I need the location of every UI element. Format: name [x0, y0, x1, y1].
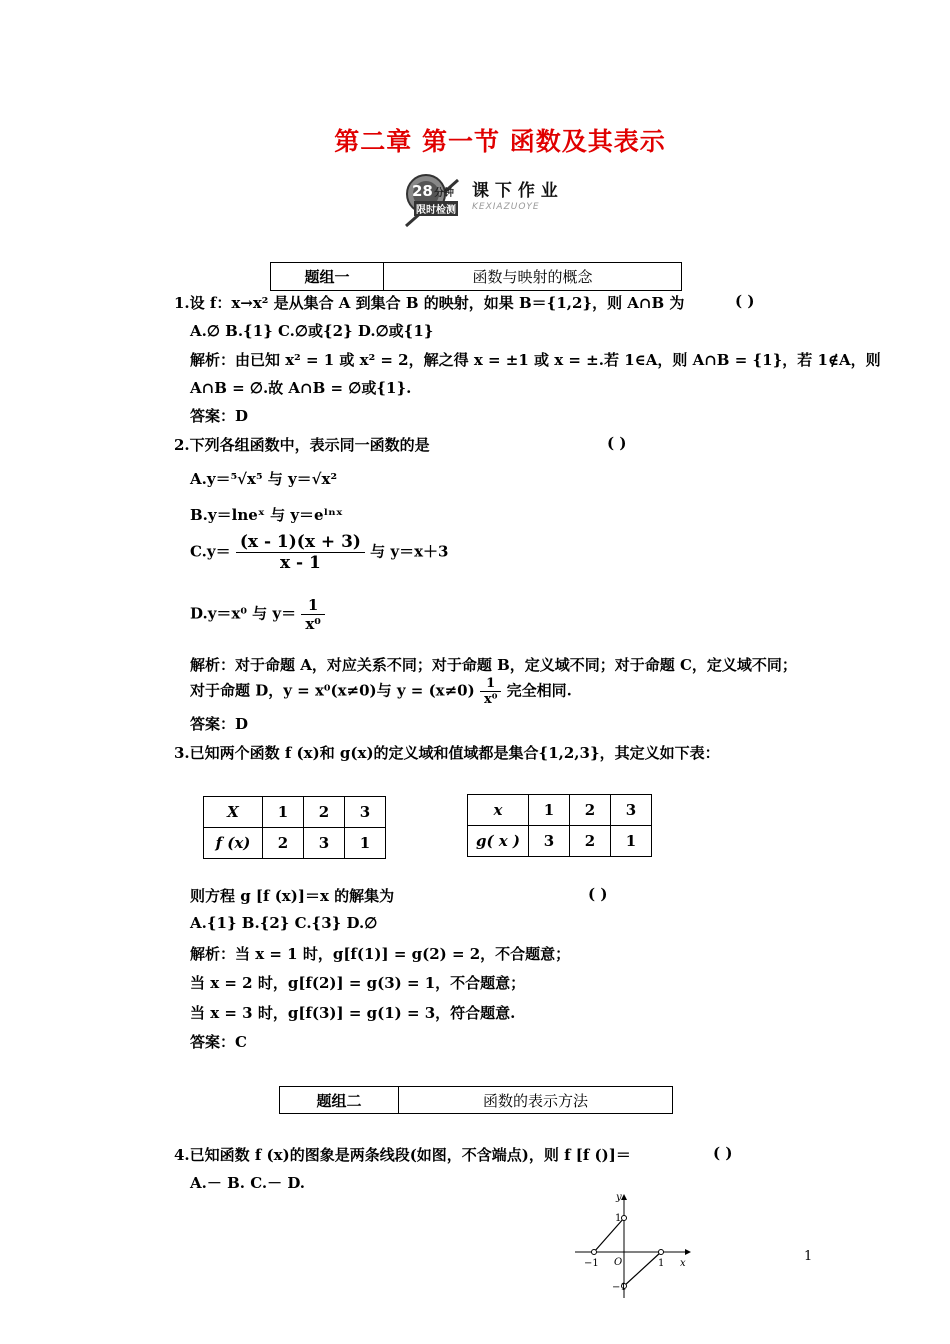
table-row: [468, 826, 652, 857]
q2-option-d: [190, 596, 325, 633]
q1-paren: ( ): [735, 292, 755, 310]
open-point: [622, 1216, 627, 1221]
tick-x-neg: −1: [584, 1258, 599, 1269]
q1-analysis-2: A∩B = ∅.故 A∩B = ∅或{1}.: [190, 379, 412, 397]
table-cell: g( x ): [468, 826, 529, 857]
group1-topic: 函数与映射的概念: [472, 268, 593, 286]
table-row: [204, 797, 386, 828]
function-graph: [570, 1190, 700, 1302]
page-title: 第二章 第一节 函数及其表示: [334, 127, 666, 156]
table-cell: 3: [529, 826, 570, 857]
q1-options: A.∅ B.{1} C.∅或{2} D.∅或{1}: [190, 322, 434, 340]
y-axis-arrow-icon: [621, 1194, 627, 1200]
table-cell: 1: [345, 828, 386, 859]
q2-analysis-2: [190, 676, 572, 707]
q2-option-d-pre: D.y＝x⁰ 与 y＝: [190, 604, 297, 623]
q2-option-c-numerator: (x - 1)(x + 3): [236, 532, 365, 553]
q2-option-d-fraction: [301, 596, 325, 633]
q3-answer: 答案：C: [190, 1033, 247, 1051]
q2-analysis-1: 解析：对于命题 A，对应关系不同；对于命题 B，定义域不同；对于命题 C，定义域不同；: [190, 656, 797, 674]
table-cell: 2: [570, 826, 611, 857]
tick-x-pos: 1: [658, 1258, 665, 1269]
q2-option-d-numerator: 1: [301, 596, 325, 615]
q1-stem: 1.设 f：x→x² 是从集合 A 到集合 B 的映射，如果 B＝{1,2}，则 A∩B 为: [174, 294, 685, 312]
q2-option-c-denominator: x - 1: [279, 553, 321, 573]
group1-header: [270, 262, 682, 291]
x-label: x: [680, 1258, 686, 1269]
table-cell: 2: [304, 797, 345, 828]
q2-analysis-fraction: [480, 676, 501, 707]
table-cell: 2: [263, 828, 304, 859]
badge-unit: 分钟: [434, 188, 454, 199]
group2-topic: 函数的表示方法: [482, 1091, 588, 1110]
origin-label: O: [614, 1257, 623, 1268]
badge: [402, 172, 562, 230]
q3-ask: 则方程 g [f (x)]＝x 的解集为: [190, 887, 395, 905]
table-row: [204, 828, 386, 859]
page-number: 1: [804, 1249, 813, 1264]
tick-y-pos: 1: [615, 1213, 622, 1224]
table-cell: x: [468, 795, 529, 826]
q2-analysis-numerator: 1: [480, 676, 501, 692]
open-point: [592, 1250, 597, 1255]
q1-analysis-1: 解析：由已知 x² = 1 或 x² = 2，解之得 x = ±1 或 x = ±.若 1∈A，则 A∩B = {1}，若 1∉A，则: [190, 351, 881, 369]
q2-analysis-2-post: 完全相同.: [506, 681, 572, 700]
table-cell: 3: [611, 795, 652, 826]
tick-y-neg: −1: [612, 1282, 627, 1293]
q3-analysis-2: 当 x = 2 时，g[f(2)] = g(3) = 1，不合题意；: [190, 974, 526, 992]
q2-analysis-denominator: x⁰: [483, 692, 498, 707]
q4-options: A.－ B. C.－ D.: [190, 1174, 306, 1192]
q2-option-d-denominator: x⁰: [305, 615, 321, 633]
table-cell: 1: [263, 797, 304, 828]
table-cell: 3: [345, 797, 386, 828]
q3-stem: 3.已知两个函数 f (x)和 g(x)的定义域和值域都是集合{1,2,3}，其定义如下表：: [174, 744, 720, 762]
badge-number: 28: [412, 182, 433, 200]
table-g: [467, 794, 652, 857]
x-axis-arrow-icon: [685, 1249, 691, 1255]
table-cell: X: [204, 797, 263, 828]
q2-option-b: B.y＝lneˣ 与 y＝eˡⁿˣ: [190, 506, 343, 524]
table-cell: 3: [304, 828, 345, 859]
table-row: [468, 795, 652, 826]
q2-option-c-fraction: [236, 532, 365, 573]
q2-answer: 答案：D: [190, 715, 249, 733]
table-cell: 1: [611, 826, 652, 857]
q3-options: A.{1} B.{2} C.{3} D.∅: [190, 914, 378, 932]
q2-option-c-pre: C.y＝: [190, 542, 231, 561]
q2-stem: 2.下列各组函数中，表示同一函数的是: [174, 436, 430, 454]
q2-option-a: A.y＝⁵√x⁵ 与 y＝√x²: [190, 470, 338, 488]
q2-option-c: [190, 532, 449, 573]
q3-paren: ( ): [588, 885, 608, 903]
y-label: y: [616, 1192, 622, 1203]
open-point: [659, 1250, 664, 1255]
q4-paren: ( ): [713, 1144, 733, 1162]
table-cell: 2: [570, 795, 611, 826]
q1-answer: 答案：D: [190, 407, 249, 425]
q4-stem: 4.已知函数 f (x)的图象是两条线段(如图，不含端点)，则 f [f ()]＝: [174, 1146, 631, 1164]
segment-right: [624, 1252, 661, 1286]
q3-analysis-1: 解析：当 x = 1 时，g[f(1)] = g(2) = 2，不合题意；: [190, 945, 571, 963]
badge-label: 课 下 作 业: [472, 181, 558, 201]
badge-pinyin: KEXIAZUOYE: [472, 202, 540, 212]
badge-sub: 限时检测: [414, 201, 458, 216]
group2-name: 题组二: [280, 1087, 399, 1113]
q2-analysis-2-pre: 对于命题 D，y = x⁰(x≠0)与 y = (x≠0): [190, 681, 475, 700]
group1-name: 题组一: [271, 263, 384, 290]
group2-header: [279, 1086, 673, 1114]
table-cell: 1: [529, 795, 570, 826]
q3-analysis-3: 当 x = 3 时，g[f(3)] = g(1) = 3，符合题意.: [190, 1004, 516, 1022]
q2-option-c-post: 与 y＝x＋3: [370, 542, 449, 561]
q2-paren: ( ): [607, 434, 627, 452]
table-cell: f (x): [204, 828, 263, 859]
table-f: [203, 796, 386, 859]
